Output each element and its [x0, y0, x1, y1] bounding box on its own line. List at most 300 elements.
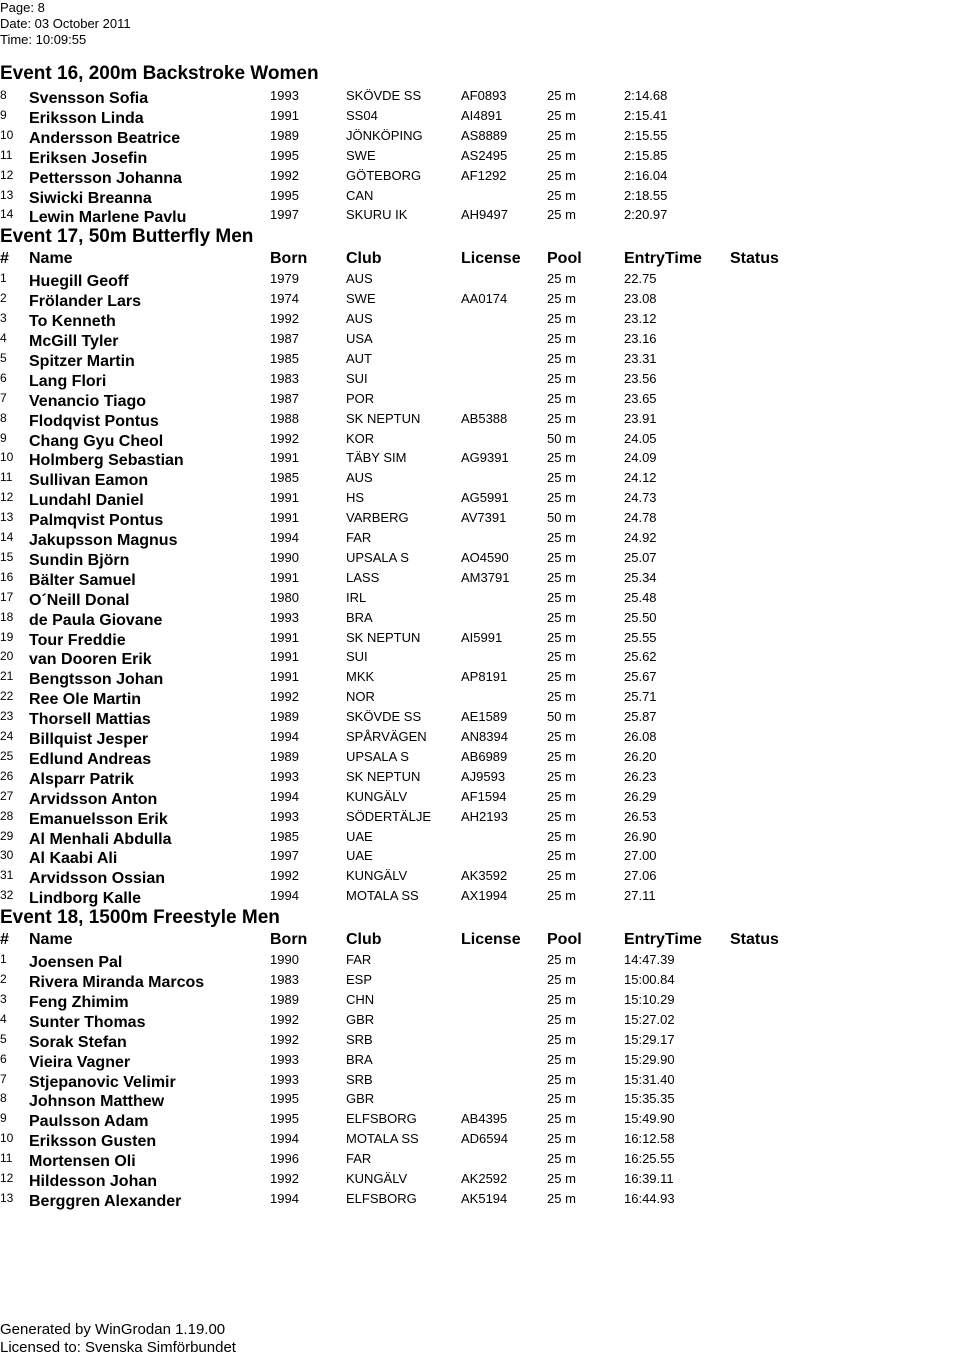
cell-num: 7	[0, 390, 7, 405]
column-header-license: License	[461, 931, 521, 949]
event-title: Event 18, 1500m Freestyle Men	[0, 907, 280, 929]
cell-num: 10	[0, 127, 14, 142]
cell-time: 23.91	[624, 410, 657, 426]
cell-pool: 25 m	[547, 450, 576, 466]
cell-born: 1988	[270, 410, 299, 426]
cell-born: 1993	[270, 768, 299, 784]
cell-pool: 25 m	[547, 808, 576, 824]
cell-club: SS04	[346, 107, 378, 123]
cell-born: 1996	[270, 1151, 299, 1167]
table-row	[0, 508, 960, 528]
cell-name: Svensson Sofia	[29, 90, 149, 107]
cell-name: Bälter Samuel	[29, 571, 136, 589]
cell-born: 1995	[270, 187, 299, 203]
cell-name: Lewin Marlene Pavlu	[29, 209, 187, 227]
cell-born: 1989	[270, 748, 299, 764]
report-time: Time: 10:09:55	[0, 32, 87, 47]
table-row	[0, 528, 960, 548]
table-row	[0, 205, 960, 225]
cell-time: 2:20.97	[624, 207, 668, 223]
cell-pool: 25 m	[547, 187, 576, 203]
cell-time: 15:29.17	[624, 1031, 675, 1047]
cell-name: Mortensen Oli	[29, 1153, 136, 1171]
cell-pool: 25 m	[547, 1131, 576, 1147]
cell-name: O´Neill Donal	[29, 591, 130, 609]
cell-born: 1979	[270, 271, 299, 287]
cell-num: 25	[0, 748, 14, 763]
cell-club: SK NEPTUN	[346, 629, 421, 645]
cell-num: 28	[0, 808, 14, 823]
cell-license: AB6989	[461, 748, 508, 764]
cell-name: Bengtsson Johan	[29, 671, 164, 689]
cell-num: 16	[0, 569, 14, 584]
cell-license: AE1589	[461, 709, 508, 725]
cell-license: AJ9593	[461, 768, 506, 784]
cell-pool: 50 m	[547, 709, 576, 725]
cell-name: Eriksen Josefin	[29, 149, 148, 167]
cell-club: AUS	[346, 271, 373, 287]
cell-born: 1991	[270, 649, 299, 665]
cell-club: JÖNKÖPING	[346, 127, 423, 143]
cell-name: McGill Tyler	[29, 333, 119, 350]
cell-num: 31	[0, 868, 14, 883]
cell-born: 1992	[270, 1031, 299, 1047]
cell-time: 16:39.11	[624, 1171, 674, 1186]
cell-time: 25.87	[624, 709, 657, 725]
cell-license: AB4395	[461, 1111, 508, 1127]
table-row	[0, 747, 960, 767]
table-row	[0, 349, 960, 369]
cell-time: 15:35.35	[624, 1091, 675, 1107]
cell-time: 24.92	[624, 530, 657, 545]
table-row	[0, 146, 960, 166]
cell-club: ELFSBORG	[346, 1190, 417, 1206]
cell-time: 2:15.85	[624, 147, 668, 163]
table-row	[0, 990, 960, 1010]
table-row	[0, 289, 960, 309]
cell-pool: 25 m	[547, 470, 576, 486]
cell-club: SRB	[346, 1031, 373, 1047]
cell-name: Thorsell Mattias	[29, 711, 151, 729]
cell-pool: 25 m	[547, 331, 576, 346]
cell-club: CHN	[346, 991, 375, 1007]
cell-club: SPÅRVÄGEN	[346, 729, 427, 744]
cell-name: Lindborg Kalle	[29, 890, 141, 908]
cell-time: 15:00.84	[624, 972, 675, 987]
cell-time: 25.67	[624, 669, 657, 685]
cell-license: AF0893	[461, 88, 507, 103]
cell-pool: 25 m	[547, 972, 576, 987]
cell-pool: 25 m	[547, 1051, 576, 1067]
cell-time: 26.29	[624, 788, 657, 804]
column-header-status: Status	[730, 250, 779, 268]
cell-time: 27.00	[624, 848, 657, 864]
cell-club: AUS	[346, 470, 373, 486]
cell-club: GBR	[346, 1011, 375, 1027]
cell-born: 1983	[270, 972, 299, 987]
cell-time: 24.09	[624, 450, 657, 466]
cell-pool: 25 m	[547, 768, 576, 784]
cell-num: 19	[0, 629, 14, 644]
cell-club: UAE	[346, 828, 373, 844]
cell-name: Holmberg Sebastian	[29, 452, 184, 470]
cell-name: de Paula Giovane	[29, 611, 163, 629]
cell-num: 24	[0, 729, 14, 743]
cell-born: 1993	[270, 808, 299, 824]
cell-name: Arvidsson Ossian	[29, 870, 166, 888]
cell-name: Venancio Tiago	[29, 392, 147, 410]
table-row	[0, 568, 960, 588]
cell-born: 1994	[270, 530, 299, 545]
cell-num: 13	[0, 1190, 14, 1205]
cell-num: 5	[0, 350, 7, 365]
cell-num: 10	[0, 1131, 14, 1146]
cell-num: 9	[0, 107, 7, 122]
cell-pool: 25 m	[547, 1171, 576, 1186]
column-header-name: Name	[29, 250, 73, 268]
cell-num: 5	[0, 1031, 7, 1046]
cell-num: 4	[0, 1011, 7, 1026]
column-header-row	[0, 930, 960, 950]
cell-num: 27	[0, 788, 14, 803]
table-row	[0, 1109, 960, 1129]
cell-club: BRA	[346, 609, 373, 625]
cell-num: 6	[0, 1051, 7, 1066]
cell-born: 1989	[270, 127, 299, 143]
cell-num: 2	[0, 972, 7, 986]
cell-time: 24.78	[624, 510, 657, 526]
cell-license: AA0174	[461, 291, 508, 307]
table-row	[0, 409, 960, 429]
cell-club: SWE	[346, 147, 376, 163]
table-row	[0, 1030, 960, 1050]
table-row	[0, 687, 960, 707]
cell-born: 1992	[270, 1011, 299, 1027]
cell-time: 15:27.02	[624, 1011, 675, 1027]
cell-license: AI5991	[461, 629, 503, 645]
cell-name: Spitzer Martin	[29, 352, 135, 370]
table-row	[0, 647, 960, 667]
column-header-club: Club	[346, 931, 382, 949]
cell-name: Eriksson Linda	[29, 109, 144, 127]
cell-pool: 25 m	[547, 1091, 576, 1107]
page-number: Page: 8	[0, 0, 45, 15]
table-row	[0, 628, 960, 648]
cell-born: 1990	[270, 952, 299, 968]
cell-name: Al Menhali Abdulla	[29, 830, 172, 848]
cell-pool: 25 m	[547, 748, 576, 764]
cell-born: 1994	[270, 729, 299, 744]
table-row	[0, 548, 960, 568]
cell-time: 16:12.58	[624, 1131, 675, 1147]
cell-license: AF1594	[461, 788, 507, 804]
cell-name: Feng Zhimim	[29, 993, 129, 1011]
cell-num: 12	[0, 490, 14, 505]
cell-name: Johnson Matthew	[29, 1093, 165, 1111]
cell-pool: 25 m	[547, 689, 576, 705]
cell-club: SRB	[346, 1071, 373, 1087]
table-row	[0, 1050, 960, 1070]
cell-num: 12	[0, 167, 14, 182]
cell-num: 4	[0, 331, 7, 345]
cell-license: AS2495	[461, 147, 508, 163]
cell-born: 1991	[270, 669, 299, 685]
cell-time: 26.20	[624, 748, 657, 764]
cell-time: 25.34	[624, 569, 657, 585]
cell-license: AK5194	[461, 1190, 508, 1206]
cell-time: 15:10.29	[624, 991, 675, 1007]
cell-pool: 25 m	[547, 127, 576, 143]
cell-license: AO4590	[461, 549, 509, 565]
table-row	[0, 186, 960, 206]
cell-time: 24.73	[624, 490, 657, 506]
cell-num: 11	[0, 147, 13, 162]
cell-pool: 25 m	[547, 370, 576, 386]
table-row	[0, 767, 960, 787]
table-row	[0, 588, 960, 608]
table-row	[0, 389, 960, 409]
cell-pool: 25 m	[547, 1151, 576, 1167]
cell-license: AF1292	[461, 167, 507, 183]
table-row	[0, 827, 960, 847]
cell-club: SK NEPTUN	[346, 410, 421, 426]
event-title: Event 16, 200m Backstroke Women	[0, 63, 319, 84]
cell-name: Rivera Miranda Marcos	[29, 974, 205, 991]
cell-pool: 25 m	[547, 410, 576, 426]
cell-pool: 25 m	[547, 589, 576, 605]
column-header-pool: Pool	[547, 250, 582, 268]
cell-pool: 25 m	[547, 1111, 576, 1127]
cell-num: 13	[0, 510, 14, 525]
cell-pool: 25 m	[547, 549, 576, 565]
cell-born: 1991	[270, 450, 299, 466]
table-row	[0, 166, 960, 186]
table-row	[0, 448, 960, 468]
table-row	[0, 970, 960, 990]
cell-time: 25.50	[624, 609, 657, 625]
cell-name: Emanuelsson Erik	[29, 810, 168, 828]
cell-pool: 25 m	[547, 649, 576, 665]
cell-club: GBR	[346, 1091, 375, 1107]
cell-num: 17	[0, 589, 14, 604]
cell-time: 2:18.55	[624, 187, 668, 203]
table-row	[0, 1010, 960, 1030]
cell-club: UAE	[346, 848, 373, 864]
cell-name: Lundahl Daniel	[29, 492, 144, 510]
cell-name: Joensen Pal	[29, 954, 123, 972]
cell-name: Vieira Vagner	[29, 1053, 131, 1071]
table-row	[0, 106, 960, 126]
cell-time: 25.55	[624, 629, 657, 645]
cell-pool: 25 m	[547, 390, 576, 406]
cell-time: 23.08	[624, 291, 657, 307]
cell-name: Paulsson Adam	[29, 1113, 149, 1131]
cell-num: 3	[0, 991, 7, 1006]
cell-name: Arvidsson Anton	[29, 790, 158, 808]
column-header-status: Status	[730, 931, 779, 949]
cell-license: AD6594	[461, 1131, 508, 1147]
cell-num: 3	[0, 311, 7, 326]
cell-club: TÄBY SIM	[346, 450, 407, 466]
cell-name: Palmqvist Pontus	[29, 512, 164, 530]
cell-club: KUNGÄLV	[346, 788, 408, 804]
cell-name: Edlund Andreas	[29, 750, 152, 768]
cell-pool: 25 m	[547, 1071, 576, 1087]
cell-num: 30	[0, 848, 14, 863]
cell-club: SUI	[346, 649, 368, 665]
cell-born: 1991	[270, 510, 299, 526]
cell-born: 1994	[270, 1131, 299, 1147]
table-row	[0, 429, 960, 449]
cell-club: KOR	[346, 430, 375, 446]
cell-born: 1994	[270, 888, 299, 904]
cell-num: 9	[0, 1111, 7, 1126]
cell-club: HS	[346, 490, 365, 506]
cell-pool: 50 m	[547, 510, 576, 526]
cell-born: 1985	[270, 350, 299, 366]
cell-pool: 25 m	[547, 490, 576, 506]
cell-club: AUT	[346, 350, 372, 366]
cell-born: 1980	[270, 589, 299, 605]
cell-born: 1987	[270, 390, 299, 406]
cell-license: AS8889	[461, 127, 508, 143]
cell-num: 8	[0, 1091, 7, 1106]
cell-time: 27.11	[624, 888, 656, 904]
cell-club: GÖTEBORG	[346, 167, 422, 183]
cell-num: 8	[0, 410, 7, 425]
cell-time: 23.56	[624, 370, 657, 386]
cell-club: LASS	[346, 569, 380, 585]
cell-time: 15:49.90	[624, 1111, 675, 1127]
cell-num: 10	[0, 450, 14, 465]
cell-pool: 25 m	[547, 868, 576, 884]
column-header-num: #	[0, 931, 9, 949]
cell-club: CAN	[346, 187, 374, 203]
cell-name: Siwicki Breanna	[29, 189, 152, 207]
cell-name: Flodqvist Pontus	[29, 412, 159, 430]
cell-name: Pettersson Johanna	[29, 169, 182, 187]
cell-time: 23.31	[624, 350, 657, 366]
cell-club: UPSALA S	[346, 748, 409, 764]
cell-born: 1994	[270, 788, 299, 804]
cell-name: Stjepanovic Velimir	[29, 1073, 176, 1091]
cell-license: AG5991	[461, 490, 509, 506]
table-row	[0, 787, 960, 807]
cell-time: 24.12	[624, 470, 657, 486]
cell-name: Jakupsson Magnus	[29, 532, 178, 549]
cell-pool: 25 m	[547, 569, 576, 585]
cell-born: 1990	[270, 549, 299, 565]
cell-name: Sullivan Eamon	[29, 472, 149, 490]
cell-license: AK3592	[461, 868, 508, 884]
cell-num: 15	[0, 549, 14, 564]
cell-pool: 25 m	[547, 888, 576, 904]
cell-num: 1	[0, 271, 7, 286]
cell-club: SKURU IK	[346, 207, 408, 223]
cell-name: Al Kaabi Ali	[29, 850, 118, 868]
cell-born: 1992	[270, 689, 299, 705]
column-header-name: Name	[29, 931, 73, 949]
cell-club: UPSALA S	[346, 549, 409, 565]
cell-license: AB5388	[461, 410, 508, 426]
table-row	[0, 950, 960, 970]
cell-born: 1992	[270, 430, 299, 446]
table-row	[0, 667, 960, 687]
licensed-to: Licensed to: Svenska Simförbundet	[0, 1339, 236, 1356]
cell-num: 14	[0, 207, 14, 222]
cell-name: Tour Freddie	[29, 631, 126, 649]
cell-born: 1995	[270, 1111, 299, 1127]
cell-name: Hildesson Johan	[29, 1173, 158, 1190]
cell-num: 14	[0, 530, 14, 544]
cell-time: 23.65	[624, 390, 657, 406]
cell-pool: 25 m	[547, 207, 576, 223]
table-row	[0, 1189, 960, 1209]
cell-license: AN8394	[461, 729, 508, 744]
cell-club: USA	[346, 331, 373, 346]
cell-name: Chang Gyu Cheol	[29, 432, 164, 450]
cell-club: KUNGÄLV	[346, 1171, 408, 1186]
cell-time: 26.08	[624, 729, 657, 744]
cell-born: 1985	[270, 828, 299, 844]
cell-club: MOTALA SS	[346, 888, 419, 904]
cell-pool: 25 m	[547, 271, 576, 287]
cell-born: 1991	[270, 107, 299, 123]
column-header-row	[0, 249, 960, 269]
cell-num: 20	[0, 649, 14, 664]
cell-pool: 25 m	[547, 530, 576, 545]
cell-club: SÖDERTÄLJE	[346, 808, 432, 824]
cell-born: 1989	[270, 991, 299, 1007]
cell-club: POR	[346, 390, 375, 406]
event-title: Event 17, 50m Butterfly Men	[0, 226, 254, 248]
page-footer	[0, 1321, 236, 1357]
cell-born: 1993	[270, 88, 299, 103]
table-row	[0, 468, 960, 488]
cell-pool: 25 m	[547, 291, 576, 307]
cell-club: SKÖVDE SS	[346, 709, 422, 725]
cell-club: FAR	[346, 530, 372, 545]
cell-pool: 50 m	[547, 430, 576, 446]
cell-pool: 25 m	[547, 848, 576, 864]
cell-born: 1992	[270, 868, 299, 884]
cell-name: Sunter Thomas	[29, 1013, 146, 1031]
cell-born: 1992	[270, 167, 299, 183]
table-row	[0, 1070, 960, 1090]
cell-club: IRL	[346, 589, 367, 605]
cell-club: SUI	[346, 370, 368, 386]
cell-name: Alsparr Patrik	[29, 770, 134, 788]
table-row	[0, 309, 960, 329]
cell-pool: 25 m	[547, 828, 576, 844]
cell-num: 7	[0, 1071, 7, 1086]
cell-license: AM3791	[461, 569, 510, 585]
cell-license: AG9391	[461, 450, 509, 466]
cell-club: FAR	[346, 952, 372, 968]
cell-club: ELFSBORG	[346, 1111, 417, 1127]
cell-name: Berggren Alexander	[29, 1192, 182, 1210]
cell-born: 1993	[270, 609, 299, 625]
generated-by: Generated by WinGrodan 1.19.00	[0, 1321, 226, 1338]
cell-time: 2:15.41	[624, 107, 668, 123]
table-row	[0, 866, 960, 886]
cell-pool: 25 m	[547, 952, 576, 968]
cell-pool: 25 m	[547, 350, 576, 366]
cell-time: 23.16	[624, 331, 657, 346]
cell-time: 2:14.68	[624, 88, 668, 103]
cell-pool: 25 m	[547, 147, 576, 163]
cell-time: 26.23	[624, 768, 657, 784]
